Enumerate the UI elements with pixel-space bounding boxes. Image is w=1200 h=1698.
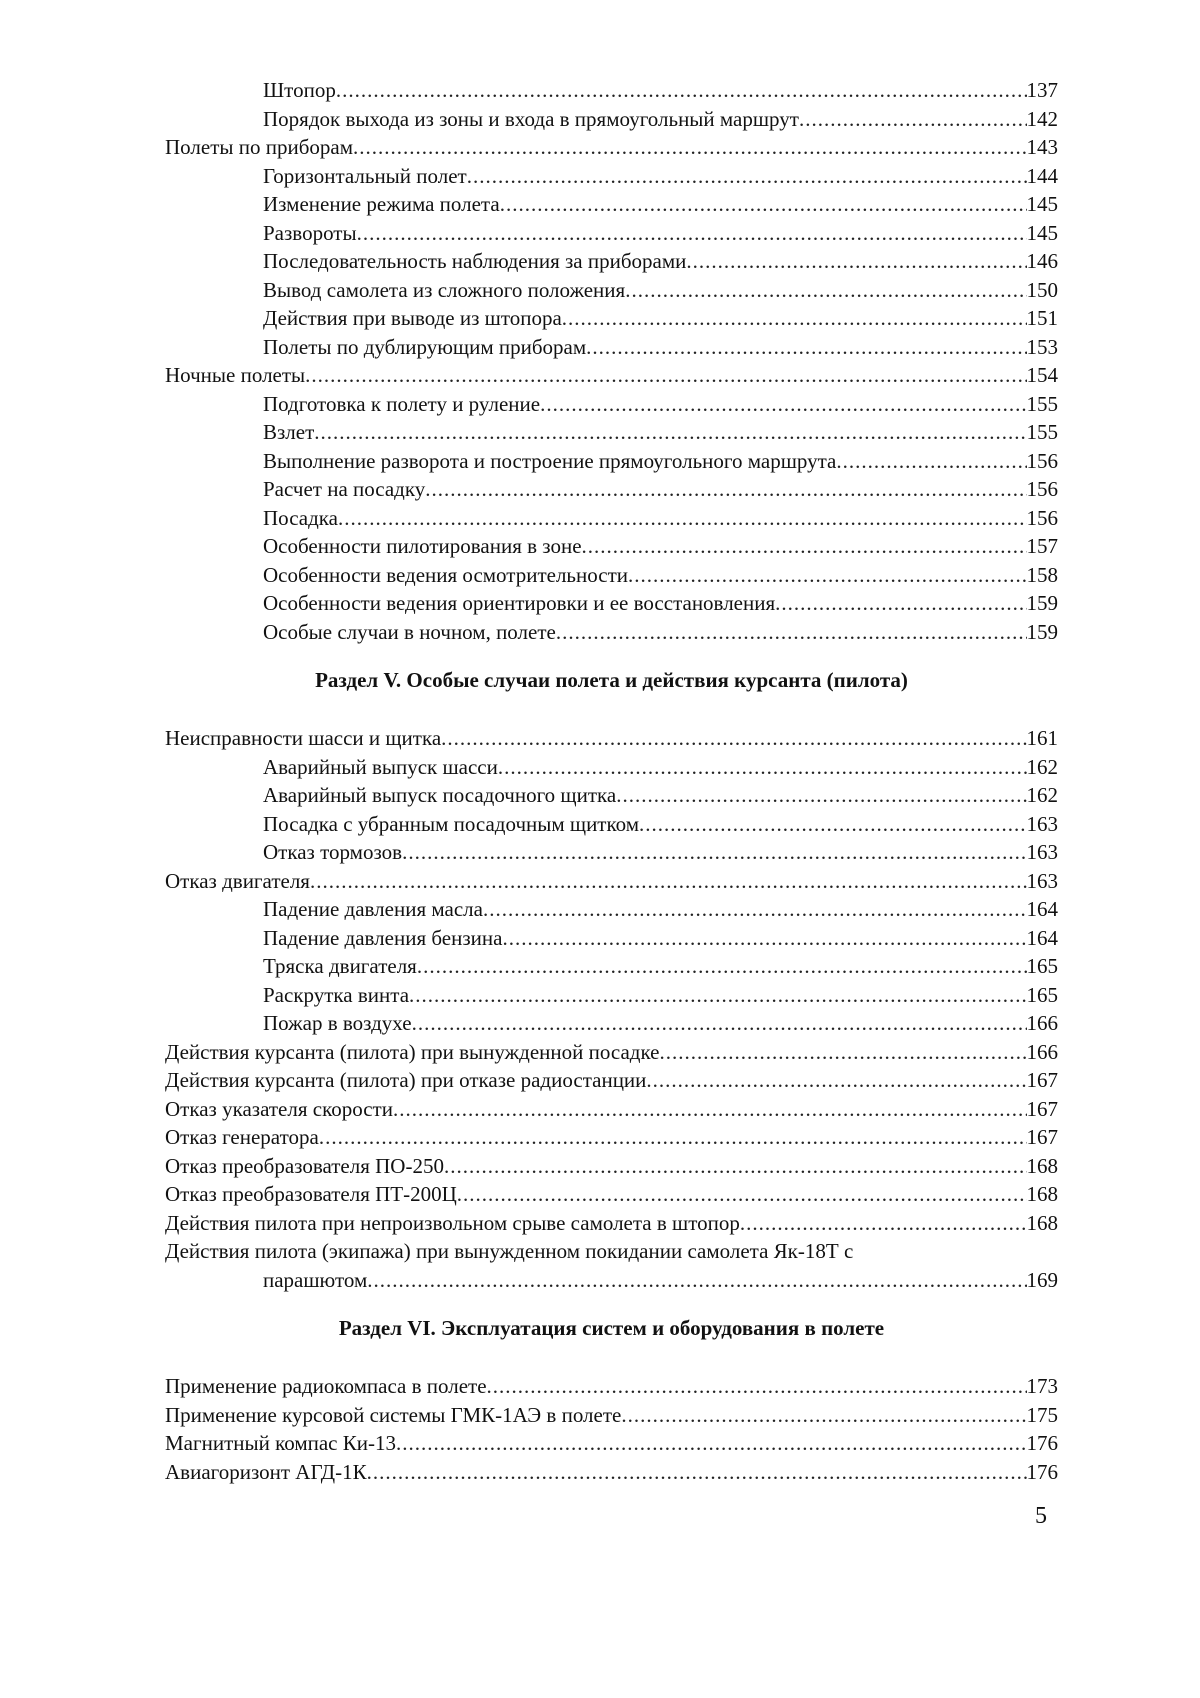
toc-leader-dots [487, 1372, 1027, 1401]
toc-entry-page: 168 [1026, 1210, 1058, 1235]
table-of-contents [165, 76, 1058, 1486]
toc-entry-page: 167 [1026, 1125, 1058, 1149]
toc-entry[interactable] [165, 532, 1058, 561]
toc-leader-dots [396, 1429, 1027, 1458]
page-number: 5 [1035, 1503, 1047, 1529]
toc-entry-title: Действия пилота при непроизвольном срыве самолета в штопор [165, 1210, 740, 1235]
toc-entry-page: 165 [1026, 982, 1058, 1007]
toc-entry[interactable] [165, 504, 1058, 533]
toc-leader-dots [556, 618, 1027, 647]
toc-leader-dots [417, 952, 1027, 981]
toc-leader-dots [646, 1066, 1026, 1095]
toc-entry-title: Неисправности шасси и щитка [165, 726, 442, 750]
toc-entry[interactable] [165, 105, 1058, 134]
toc-entry[interactable] [165, 952, 1058, 981]
toc-entry[interactable] [165, 219, 1058, 248]
toc-leader-dots [367, 1458, 1027, 1487]
toc-entry-title: парашютом [263, 1267, 368, 1292]
toc-entry-title: Пожар в воздухе [263, 1011, 412, 1035]
toc-entry[interactable] [165, 247, 1058, 276]
toc-leader-dots [338, 504, 1027, 533]
toc-entry-page: 157 [1026, 534, 1058, 558]
toc-entry-title: Аварийный выпуск посадочного щитка [263, 783, 617, 807]
toc-leader-dots [498, 753, 1027, 782]
toc-entry[interactable] [165, 724, 1058, 753]
toc-entry-page: 154 [1026, 363, 1058, 387]
toc-entry[interactable] [165, 361, 1058, 390]
toc-leader-dots [336, 76, 1027, 105]
toc-entry-title: Полеты по приборам [165, 135, 353, 159]
toc-entry-page: 156 [1026, 477, 1058, 501]
toc-entry-page: 144 [1026, 163, 1058, 188]
toc-leader-dots [367, 1266, 1026, 1295]
toc-entry[interactable] [165, 1095, 1058, 1124]
toc-entry-page: 176 [1026, 1431, 1058, 1455]
toc-entry[interactable] [165, 1209, 1058, 1238]
toc-leader-dots [686, 247, 1026, 276]
toc-entry-title: Расчет на посадку [263, 477, 426, 501]
toc-leader-dots [659, 1038, 1026, 1067]
toc-entry-title: Вывод самолета из сложного положения [263, 277, 626, 302]
toc-entry-title: Отказ двигателя [165, 868, 310, 893]
toc-entry[interactable] [165, 304, 1058, 333]
toc-entry-page: 163 [1026, 868, 1058, 893]
toc-leader-dots [616, 781, 1026, 810]
toc-entry-title: Падение давления бензина [263, 925, 503, 950]
toc-entry-title: Падение давления масла [263, 897, 483, 921]
toc-entry-page: 176 [1026, 1459, 1058, 1484]
toc-entry[interactable] [165, 561, 1058, 590]
toc-entry[interactable] [165, 1429, 1058, 1458]
toc-leader-dots [357, 219, 1027, 248]
toc-entry-title: Горизонтальный полет [263, 163, 467, 188]
toc-entry-page: 164 [1026, 897, 1058, 921]
toc-group-flights [165, 76, 1058, 646]
toc-entry-page: 173 [1026, 1374, 1058, 1398]
toc-leader-dots [444, 1152, 1027, 1181]
toc-entry[interactable] [165, 1180, 1058, 1209]
toc-leader-dots [799, 105, 1027, 134]
toc-leader-dots [836, 447, 1026, 476]
toc-multiline-entry[interactable] [165, 1237, 1058, 1294]
toc-entry[interactable] [165, 618, 1058, 647]
toc-leader-dots [586, 333, 1026, 362]
toc-entry[interactable] [165, 1123, 1058, 1152]
toc-entry-title: Посадка с убранным посадочным щитком [263, 811, 640, 836]
toc-entry-title: Выполнение разворота и построение прямоугольного маршрута [263, 448, 837, 473]
toc-entry[interactable] [165, 895, 1058, 924]
toc-entry-page: 166 [1026, 1039, 1058, 1064]
toc-entry[interactable] [165, 1009, 1058, 1038]
toc-leader-dots [562, 304, 1027, 333]
toc-leader-dots [540, 390, 1026, 419]
toc-entry[interactable] [165, 162, 1058, 191]
toc-leader-dots [502, 924, 1026, 953]
toc-entry-page: 161 [1026, 726, 1058, 750]
toc-entry[interactable] [165, 390, 1058, 419]
toc-entry-title: Изменение режима полета [263, 192, 500, 216]
toc-entry[interactable] [165, 781, 1058, 810]
toc-entry-title: Авиагоризонт АГД-1К [165, 1459, 367, 1484]
toc-entry-title: Полеты по дублирующим приборам [263, 334, 587, 359]
toc-entry[interactable] [165, 1372, 1058, 1401]
toc-entry[interactable] [165, 753, 1058, 782]
toc-leader-dots [500, 190, 1027, 219]
toc-entry-title: Отказ указателя скорости [165, 1096, 393, 1121]
toc-entry-page: 143 [1026, 135, 1058, 159]
toc-entry-page: 151 [1026, 306, 1058, 330]
toc-entry[interactable] [165, 276, 1058, 305]
toc-entry[interactable] [165, 1066, 1058, 1095]
toc-entry-title: Магнитный компас Ки-13 [165, 1431, 396, 1455]
toc-entry-page: 165 [1026, 954, 1058, 978]
toc-entry[interactable] [165, 76, 1058, 105]
toc-entry-title: Применение радиокомпаса в полете [165, 1374, 487, 1398]
toc-entry[interactable] [165, 810, 1058, 839]
toc-entry-page: 162 [1026, 754, 1058, 779]
toc-entry-title: Последовательность наблюдения за приборами [263, 249, 687, 273]
toc-leader-dots [621, 1401, 1026, 1430]
toc-entry-page: 175 [1026, 1402, 1058, 1427]
toc-entry[interactable] [165, 475, 1058, 504]
toc-entry-title: Особые случаи в ночном, полете [263, 619, 556, 644]
toc-entry[interactable] [165, 981, 1058, 1010]
toc-entry-title: Взлет [263, 420, 315, 444]
toc-leader-dots [319, 1123, 1027, 1152]
toc-entry-title: Особенности ведения осмотрительности [263, 562, 629, 587]
toc-entry-page: 146 [1026, 249, 1058, 273]
toc-entry-title: Действия при выводе из штопора [263, 306, 562, 330]
toc-entry-page: 169 [1026, 1267, 1058, 1292]
toc-leader-dots [457, 1180, 1027, 1209]
toc-entry-page: 168 [1026, 1182, 1058, 1206]
toc-entry-title: Применение курсовой системы ГМК-1АЭ в полете [165, 1402, 622, 1427]
section-vi-heading: Раздел VI. Эксплуатация систем и оборудования в полете [338, 1316, 885, 1340]
toc-entry-page: 155 [1026, 420, 1058, 444]
toc-group-systems [165, 1372, 1058, 1486]
toc-entry-page: 163 [1026, 811, 1058, 836]
toc-entry[interactable] [165, 867, 1058, 896]
toc-entry[interactable] [165, 1152, 1058, 1181]
toc-entry[interactable] [165, 924, 1058, 953]
toc-entry-title: Штопор [263, 78, 336, 102]
toc-entry-page: 145 [1026, 192, 1058, 216]
toc-leader-dots [775, 589, 1026, 618]
toc-entry-page: 163 [1026, 840, 1058, 864]
toc-entry-line2 [165, 1266, 1058, 1295]
toc-entry-title: Отказ тормозов [263, 840, 403, 864]
toc-leader-dots [441, 724, 1026, 753]
toc-entry-page: 168 [1026, 1153, 1058, 1178]
toc-entry-title: Подготовка к полету и руление [263, 391, 541, 416]
toc-entry-title: Отказ преобразователя ПТ-200Ц [165, 1182, 457, 1206]
toc-entry-title: Порядок выхода из зоны и входа в прямоугольный маршрут [263, 106, 799, 131]
toc-entry-title: Отказ преобразователя ПО-250 [165, 1153, 444, 1178]
toc-entry-page: 159 [1026, 619, 1058, 644]
toc-entry-title: Ночные полеты [165, 363, 306, 387]
section-v-heading: Раздел V. Особые случаи полета и действия курсанта (пилота) [315, 668, 908, 692]
toc-leader-dots [314, 418, 1026, 447]
toc-entry-page: 164 [1026, 925, 1058, 950]
toc-entry-page: 167 [1026, 1068, 1058, 1092]
toc-leader-dots [412, 1009, 1027, 1038]
toc-leader-dots [393, 1095, 1027, 1124]
toc-entry-page: 158 [1026, 562, 1058, 587]
toc-entry[interactable] [165, 838, 1058, 867]
toc-entry-page: 167 [1026, 1096, 1058, 1121]
toc-entry-title: Посадка [263, 505, 338, 530]
toc-entry-page: 153 [1026, 334, 1058, 359]
toc-leader-dots [467, 162, 1027, 191]
toc-entry[interactable] [165, 1401, 1058, 1430]
toc-entry[interactable] [165, 447, 1058, 476]
toc-entry-title: Тряска двигателя [263, 954, 417, 978]
toc-leader-dots [625, 276, 1026, 305]
toc-entry-page: 166 [1026, 1011, 1058, 1035]
toc-leader-dots [639, 810, 1026, 839]
toc-entry[interactable] [165, 333, 1058, 362]
toc-entry-title: Особенности ведения ориентировки и ее восстановления [263, 591, 776, 615]
toc-entry-title: Действия курсанта (пилота) при вынужденной посадке [165, 1039, 660, 1064]
toc-entry-title: Особенности пилотирования в зоне [263, 534, 582, 558]
toc-leader-dots [740, 1209, 1027, 1238]
toc-entry[interactable] [165, 589, 1058, 618]
toc-group-emergencies [165, 724, 1058, 1237]
toc-entry-page: 145 [1026, 220, 1058, 245]
toc-entry-page: 156 [1026, 448, 1058, 473]
toc-entry-title: Раскрутка винта [263, 982, 410, 1007]
toc-leader-dots [353, 133, 1027, 162]
toc-entry-page: 159 [1026, 591, 1058, 615]
toc-entry-page: 155 [1026, 391, 1058, 416]
toc-entry-page: 150 [1026, 277, 1058, 302]
toc-leader-dots [310, 867, 1027, 896]
toc-entry[interactable] [165, 190, 1058, 219]
toc-entry[interactable] [165, 1038, 1058, 1067]
toc-entry[interactable] [165, 418, 1058, 447]
toc-leader-dots [582, 532, 1027, 561]
toc-leader-dots [409, 981, 1026, 1010]
toc-entry-page: 156 [1026, 505, 1058, 530]
toc-leader-dots [628, 561, 1026, 590]
toc-entry-title: Развороты [263, 220, 357, 245]
toc-leader-dots [305, 361, 1026, 390]
toc-entry-title: Аварийный выпуск шасси [263, 754, 498, 779]
toc-leader-dots [402, 838, 1026, 867]
toc-entry[interactable] [165, 1458, 1058, 1487]
toc-entry-title: Отказ генератора [165, 1125, 319, 1149]
toc-entry-title: Действия курсанта (пилота) при отказе радиостанции [165, 1068, 647, 1092]
toc-entry-page: 162 [1026, 783, 1058, 807]
toc-entry-page: 137 [1026, 78, 1058, 102]
toc-entry-line1: Действия пилота (экипажа) при вынужденном покидании самолета Як-18Т с [165, 1239, 854, 1263]
toc-leader-dots [483, 895, 1027, 924]
toc-entry-page: 142 [1026, 106, 1058, 131]
toc-entry[interactable] [165, 133, 1058, 162]
toc-leader-dots [425, 475, 1026, 504]
